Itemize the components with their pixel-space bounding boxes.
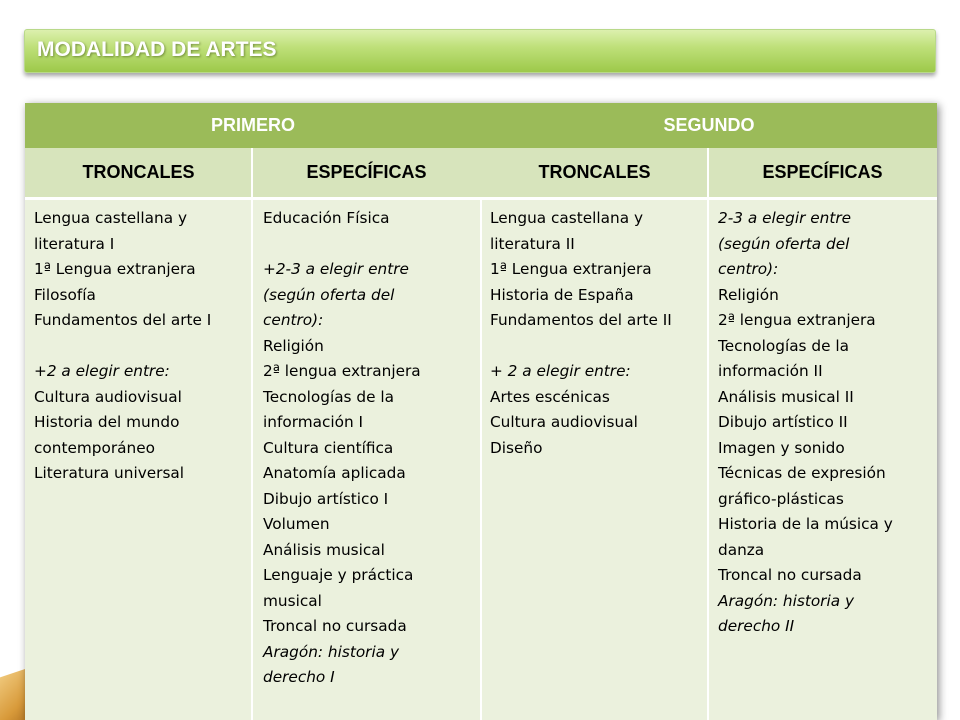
subject-line: Aragón: historia y [718, 591, 855, 610]
subject-line: Religión [718, 285, 779, 304]
subject-line: Dibujo artístico I [263, 489, 389, 508]
subject-line: Volumen [263, 515, 330, 533]
column-divider [480, 200, 482, 720]
cell-segundo-especificas [718, 206, 932, 640]
subheader-segundo-especificas: ESPECÍFICAS [762, 162, 883, 182]
line-gap [490, 334, 704, 360]
line-gap [263, 232, 477, 258]
title-banner [24, 29, 936, 73]
subject-line: información I [263, 413, 364, 431]
subject-line: Educación Física [263, 209, 390, 227]
subject-line: derecho II [718, 617, 795, 635]
subject-line: Historia del mundo [34, 413, 180, 431]
subject-line: Aragón: historia y [263, 642, 400, 661]
subject-line: Imagen y sonido [718, 438, 845, 457]
subject-line: Fundamentos del arte II [490, 311, 672, 329]
year-header-segundo: SEGUNDO [663, 115, 755, 135]
subject-line: Troncal no cursada [263, 617, 407, 635]
subject-line: Diseño [490, 438, 543, 457]
subject-line: Análisis musical [263, 540, 385, 559]
subject-line: Historia de España [490, 285, 634, 304]
subject-line: Filosofía [34, 285, 96, 304]
column-divider [251, 148, 253, 720]
subject-line: 1ª Lengua extranjera [490, 260, 652, 278]
subject-line: Fundamentos del arte I [34, 311, 212, 329]
subject-line: Artes escénicas [490, 387, 610, 406]
subheader-segundo-troncales: TRONCALES [538, 162, 651, 182]
subject-line: gráfico-plásticas [718, 489, 844, 508]
year-header-primero: PRIMERO [210, 115, 295, 135]
subject-line: +2 a elegir entre: [34, 362, 170, 380]
subject-line: 1ª Lengua extranjera [34, 260, 196, 278]
subject-line: Religión [263, 336, 324, 355]
subheader-primero-especificas: ESPECÍFICAS [306, 162, 427, 182]
subheader-row [25, 148, 937, 200]
subject-line: Literatura universal [34, 464, 185, 482]
cell-primero-especificas [263, 206, 477, 691]
subjects-table [25, 103, 937, 720]
subject-line: Tecnologías de la [718, 336, 850, 355]
subject-line: 2ª lengua extranjera [718, 311, 876, 329]
subject-line: información II [718, 362, 823, 380]
subject-line: Lengua castellana y [34, 209, 188, 227]
slide-title: MODALIDAD DE ARTES [37, 38, 277, 61]
subject-line: 2-3 a elegir entre [718, 209, 852, 227]
subject-line: Dibujo artístico II [718, 413, 848, 431]
year-header-row [25, 103, 937, 148]
subject-line: + 2 a elegir entre: [490, 362, 631, 380]
subject-line: Lenguaje y práctica [263, 566, 414, 584]
subject-line: Cultura audiovisual [490, 413, 638, 431]
subject-line: danza [718, 540, 765, 559]
subject-line: Tecnologías de la [263, 387, 395, 406]
subject-line: (según oferta del [263, 285, 395, 304]
subject-line: literatura II [490, 234, 575, 253]
subject-line: Cultura audiovisual [34, 387, 182, 406]
subject-line: contemporáneo [34, 438, 155, 457]
subheader-primero-troncales: TRONCALES [82, 162, 195, 182]
subject-line: literatura I [34, 234, 115, 253]
subject-line: Anatomía aplicada [263, 464, 406, 482]
line-gap [34, 334, 248, 360]
subject-line: Análisis musical II [718, 387, 854, 406]
subject-line: derecho I [263, 668, 335, 686]
subject-line: Historia de la música y [718, 515, 893, 533]
cell-primero-troncales [34, 206, 248, 487]
subject-line: Técnicas de expresión [718, 464, 886, 482]
subject-line: centro): [263, 311, 324, 329]
column-divider [707, 148, 709, 720]
subject-line: Lengua castellana y [490, 209, 644, 227]
cell-segundo-troncales [490, 206, 704, 461]
subject-line: Cultura científica [263, 438, 394, 457]
subject-line: musical [263, 591, 322, 610]
subject-line: +2-3 a elegir entre [263, 260, 409, 278]
subject-line: centro): [718, 260, 779, 278]
subject-line: 2ª lengua extranjera [263, 362, 421, 380]
scroll-decoration-icon [0, 668, 28, 720]
subject-line: Troncal no cursada [718, 566, 862, 584]
subject-line: (según oferta del [718, 234, 850, 253]
